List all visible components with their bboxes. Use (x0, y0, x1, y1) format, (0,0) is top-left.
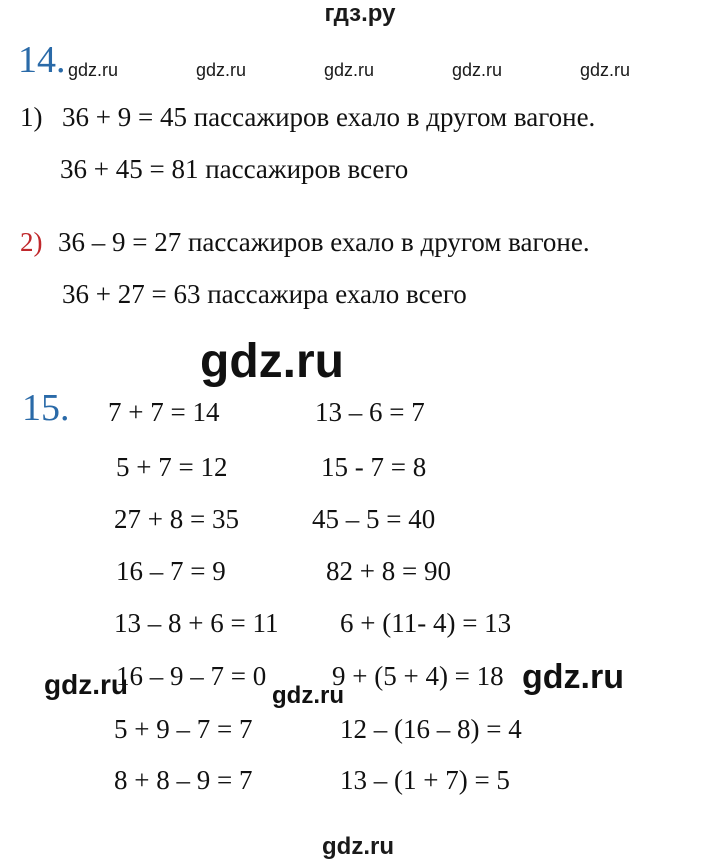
watermark-row-5: gdz.ru (580, 60, 631, 80)
task-15-right-1: 13 – 6 = 7 (315, 397, 425, 427)
watermark-center-big: gdz.ru (200, 335, 344, 388)
task-15-right-2: 15 - 7 = 8 (321, 452, 427, 482)
task-14-part1-line1: 36 + 9 = 45 пассажиров ехало в другом вагоне. (62, 102, 596, 132)
task-14-number: 14. (18, 39, 66, 81)
task-15-right-3: 45 – 5 = 40 (312, 504, 436, 534)
watermark-bottom: gdz.ru (322, 833, 394, 860)
task-15-left-7: 5 + 9 – 7 = 7 (114, 714, 253, 744)
task-15-left-5: 13 – 8 + 6 = 11 (114, 608, 279, 638)
watermark-row-2: gdz.ru (196, 60, 247, 80)
task-14-part1-label: 1) (20, 102, 43, 132)
task-15-number: 15. (22, 387, 70, 429)
watermark-row-3: gdz.ru (324, 60, 375, 80)
task-14-part2-line2: 36 + 27 = 63 пассажира ехало всего (62, 279, 467, 309)
watermark-top: гдз.ру (324, 0, 396, 27)
task-14-part1-line2: 36 + 45 = 81 пассажиров всего (60, 154, 409, 184)
task-15-left-3: 27 + 8 = 35 (114, 504, 239, 534)
task-15-left-2: 5 + 7 = 12 (116, 452, 228, 482)
watermark-left-mid: gdz.ru (44, 669, 128, 700)
watermark-right-mid: gdz.ru (522, 658, 624, 696)
watermark-row-1: gdz.ru (68, 60, 119, 80)
task-15-right-8: 13 – (1 + 7) = 5 (340, 765, 510, 795)
task-15-left-8: 8 + 8 – 9 = 7 (114, 765, 253, 795)
task-15-left-6: 16 – 9 – 7 = 0 (116, 661, 267, 691)
task-15-right-6: 9 + (5 + 4) = 18 (332, 661, 504, 691)
task-14-part2-line1: 36 – 9 = 27 пассажиров ехало в другом вагоне. (58, 227, 590, 257)
task-15-right-5: 6 + (11- 4) = 13 (340, 608, 512, 638)
task-15-right-4: 82 + 8 = 90 (326, 556, 451, 586)
task-15-right-7: 12 – (16 – 8) = 4 (340, 714, 522, 744)
watermark-row-4: gdz.ru (452, 60, 503, 80)
task-14-part2-label: 2) (20, 227, 43, 257)
watermark-center-mid: gdz.ru (272, 682, 344, 709)
task-15-left-4: 16 – 7 = 9 (116, 556, 226, 586)
task-15-left-1: 7 + 7 = 14 (108, 397, 220, 427)
